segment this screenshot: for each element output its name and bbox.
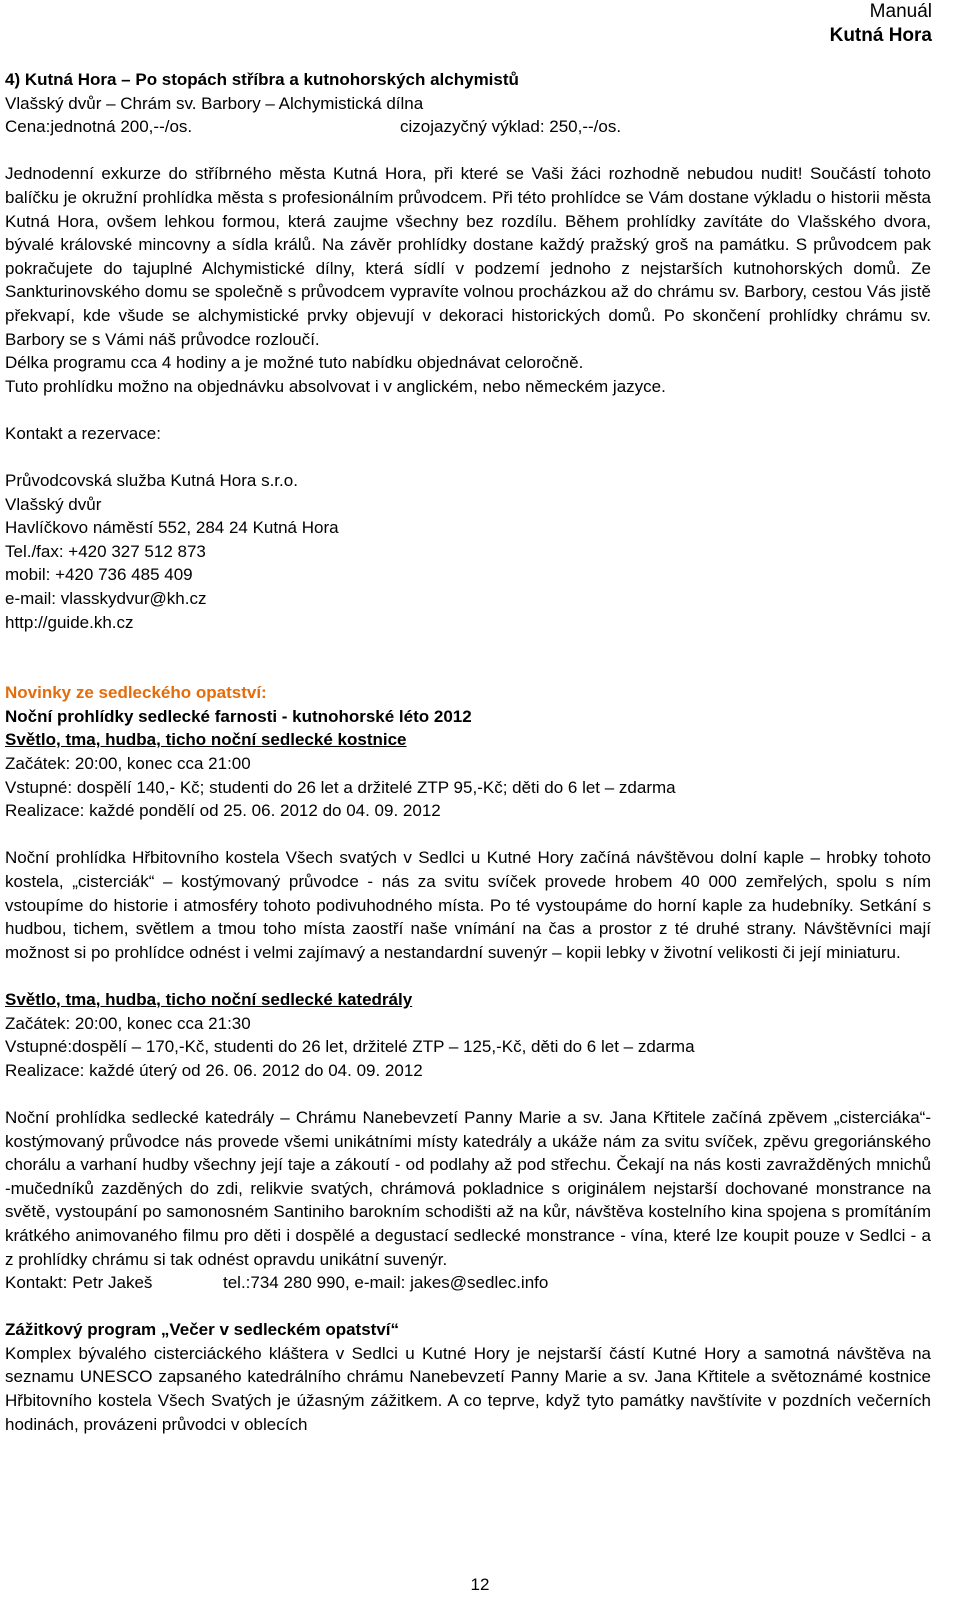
ossuary-description: Noční prohlídka Hřbitovního kostela Všech svatých v Sedlci u Kutné Hory začíná návštěvou dolní kaple – hrobky tohoto kostela, „cisterciák“ – kostýmovaný průvodce - nás za svitu svíček provede hrobem 40 000 zemřelých, spolu s ním vstoupíme do historie i atmosféry tohoto podivuhodného místa. Po té vystoupáme do horní kaple za hudebníky. Setkání s hudbou, tichem, světlem a tmou toho místa zaostří naše vnímání na čas a prostor z té druhé strany. Návštěvníci mají možnost si po prohlídce odnést i velmi zajímavý a nestandardní suvenýr – kopii lebky v životní velikosti či její miniaturu. — [5, 848, 931, 962]
cathedral-time: Začátek: 20:00, konec cca 21:30 — [5, 1013, 251, 1033]
evening-description: Komplex bývalého cisterciáckého kláštera v Sedlci u Kutné Hory je nejstarší částí Kutné Hory a samotná návštěva na seznamu UNESCO zapsaného katedrálního chrámu Nanebevzetí Panny Marie a sv. Jana Křtitele a světoznámé kostnice Hřbitovního kostela Všech Svatých je úžasným zážitkem. A co teprve, když tyto památky navštívite v pozdních večerních hodinách, provázeni průvodci v oblecích — [5, 1343, 931, 1434]
price-regular: Cena:jednotná 200,--/os. — [5, 117, 193, 137]
contact-mobile: mobil: +420 736 485 409 — [5, 565, 193, 585]
cathedral-admission: Vstupné:dospělí – 170,-Kč, studenti do 26 let, držitelé ZTP – 125,-Kč, děti do 6 let – zdarma — [5, 1037, 695, 1057]
price-foreign: cizojazyčný výklad: 250,--/os. — [400, 117, 622, 137]
contact-phone: Tel./fax: +420 327 512 873 — [5, 541, 206, 561]
cathedral-description: Noční prohlídka sedlecké katedrály – Chrámu Nanebevzetí Panny Marie a sv. Jana Křtitele začíná zpěvem „cisterciáka“- kostýmovaný průvodce nás provede všemi unikátními místy katedrály a ukáže nám za svitu svíček, zpěvu gregoriánského chorálu a varhaní hudby všechny její taje a zákoutí - od podlahy až pod střechu. Čekají na nás kosti zavražděných mnichů -mučedníků zazděných do zdi, relikvie svatých, chrámová pokladnice s originálem nejstarší dochované monstrance na světě, vystoupání po samonosném Santiniho barokním schodišti až na kůr, návštěva kostelního kina spojena s promítáním krátkého animovaného filmu pro děti i dospělé a degustací sedlecké monstrance - vína, které lze koupit pouze v Sedlci - a z prohlídky chrámu si tak odnést opravdu unikátní suvenýr. — [5, 1107, 931, 1269]
header-subtitle: Kutná Hora — [829, 25, 932, 46]
price-line — [5, 115, 931, 139]
contact-email[interactable]: e-mail: vlasskydvur@kh.cz — [5, 589, 207, 609]
cathedral-contact — [5, 1271, 931, 1295]
header-title: Manuál — [869, 1, 932, 22]
night-tours-heading: Noční prohlídky sedlecké farnosti - kutnohorské léto 2012 — [5, 706, 472, 726]
contact-venue: Vlašský dvůr — [5, 494, 102, 514]
tour-languages: Tuto prohlídku možno na objednávku absolvovat i v anglickém, nebo německém jazyce. — [5, 376, 666, 396]
page-number: 12 — [470, 1575, 490, 1594]
cathedral-contact-name: Kontakt: Petr Jakeš — [5, 1273, 153, 1293]
contact-label: Kontakt a rezervace: — [5, 423, 161, 443]
cathedral-contact-info: tel.:734 280 990, e-mail: jakes@sedlec.info — [223, 1273, 549, 1293]
tour-route: Vlašský dvůr – Chrám sv. Barbory – Alchymistická dílna — [5, 93, 424, 113]
contact-company: Průvodcovská služba Kutná Hora s.r.o. — [5, 471, 298, 491]
ossuary-time: Začátek: 20:00, konec cca 21:00 — [5, 754, 251, 774]
ossuary-admission: Vstupné: dospělí 140,- Kč; studenti do 26 let a držitelé ZTP 95,-Kč; děti do 6 let – zdarma — [5, 777, 676, 797]
ossuary-schedule: Realizace: každé pondělí od 25. 06. 2012 do 04. 09. 2012 — [5, 801, 441, 821]
page-header — [830, 0, 932, 48]
section-heading: 4) Kutná Hora – Po stopách stříbra a kutnohorských alchymistů — [5, 70, 519, 89]
cathedral-schedule: Realizace: každé úterý od 26. 06. 2012 do 04. 09. 2012 — [5, 1060, 423, 1080]
contact-website[interactable]: http://guide.kh.cz — [5, 612, 134, 632]
tour-description: Jednodenní exkurze do stříbrného města Kutná Hora, při které se Vaši žáci rozhodně nebudou nudit! Součástí tohoto balíčku je okružní prohlídka města s profesionálním průvodcem. Při této prohlídce se Vám dostane výkladu o historii města Kutná Hora, ovšem lehkou formou, která zaujme všechny bez rozdílu. Během prohlídky zavítáte do Vlašského dvora, bývalé královské mincovny a sídla králů. Na závěr prohlídky dostane každý pražský groš na památku. S průvodcem pak pokračujete do tajuplné Alchymistické dílny, která sídlí v podzemí jednoho z nejstarších kutnohorských domů. Ze Sankturinovského domu se společně s průvodcem vypravíte volnou procházkou až do chrámu sv. Barbory, cestou Vás jistě překvapí, kde všude se alchymistické prvky objevují v dekoraci historických domů. Po skončení prohlídky chrámu sv. Barbory se s Vámi náš průvodce rozloučí. — [5, 164, 931, 349]
evening-title: Zážitkový program „Večer v sedleckém opatství“ — [5, 1320, 400, 1340]
ossuary-title: Světlo, tma, hudba, ticho noční sedlecké kostnice — [5, 730, 407, 750]
news-heading: Novinky ze sedleckého opatství: — [5, 683, 267, 703]
cathedral-title: Světlo, tma, hudba, ticho noční sedlecké katedrály — [5, 989, 413, 1009]
contact-address: Havlíčkovo náměstí 552, 284 24 Kutná Hora — [5, 518, 339, 538]
document-body — [5, 68, 931, 1436]
tour-duration: Délka programu cca 4 hodiny a je možné tuto nabídku objednávat celoročně. — [5, 353, 584, 373]
